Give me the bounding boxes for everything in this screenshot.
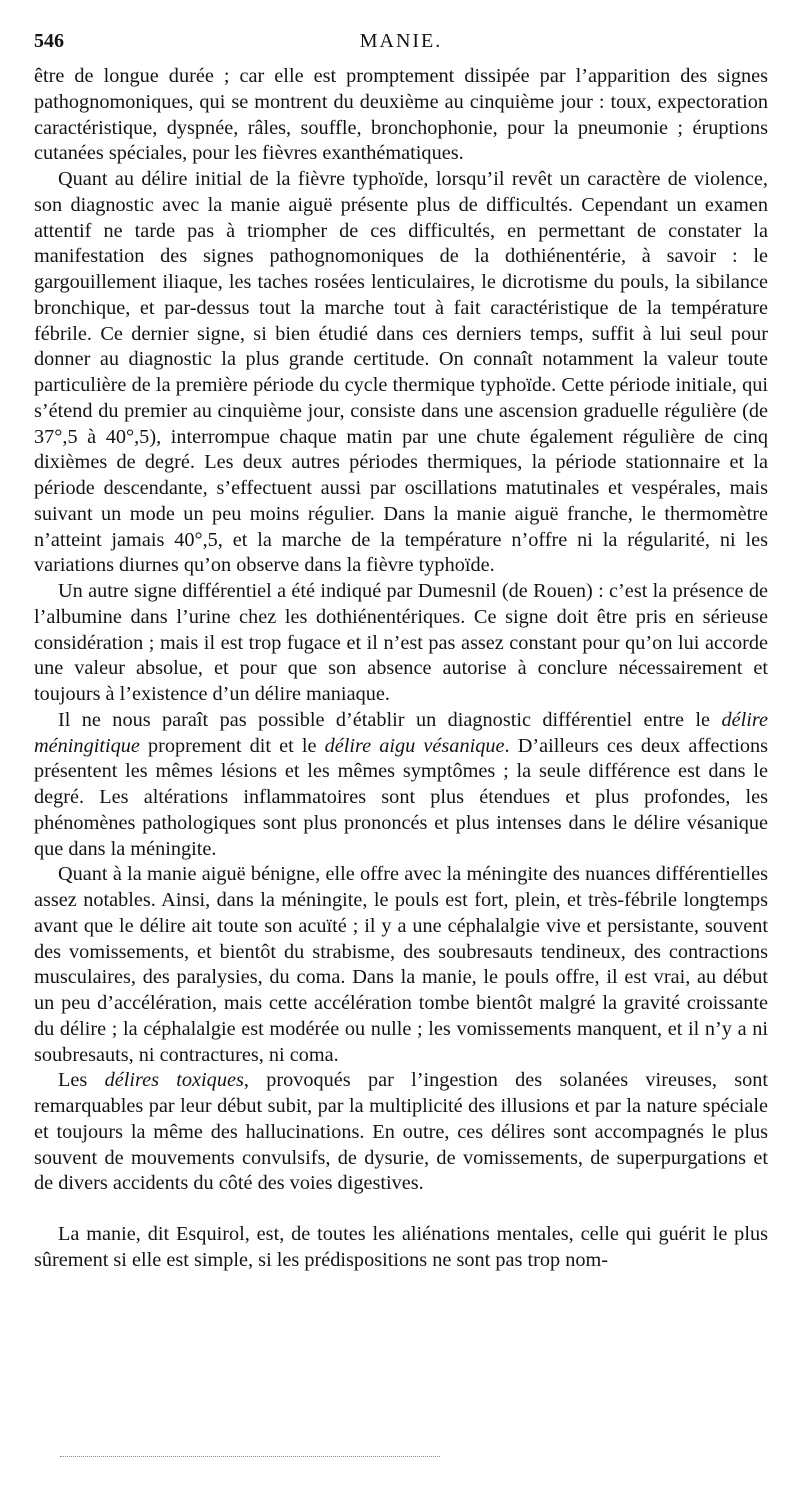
- paragraph-p6: [34, 1068, 768, 1197]
- text-run: être de longue durée ; car elle est promptement dissipée par l’apparition des signes pathognomoniques, qui se montrent du deuxième au cinquième jour : toux, expectoration caractéristique, dyspnée, râles, souffle, bronchophonie, pour la pneumonie ; éruptions cutanées spéciales, pour les fièvres exanthématiques.: [34, 65, 768, 165]
- text-run: Quant à la manie aiguë bénigne, elle offre avec la méningite des nuances différentielles assez notables. Ainsi, dans la méningite, le pouls est fort, plein, et très-fébrile longtemps avant que le délire ait toute son acuïté ; il y a une céphalalgie vive et persistante, souvent des vomissements, et bientôt du strabisme, des soubresauts tendineux, des contractions musculaires, des paralysies, du coma. Dans la manie, le pouls offre, il est vrai, au début un peu d’accélération, mais cette accélération tombe bientôt malgré la gravité croissante du délire ; la céphalalgie est modérée ou nulle ; les vomissements manquent, et il n’y a ni soubresauts, ni contractures, ni coma.: [34, 863, 768, 1066]
- page-number: 546: [34, 30, 64, 52]
- paragraph-p3: [34, 579, 768, 708]
- paragraph-p7: [34, 1222, 768, 1274]
- italic-term: délires toxiques: [104, 1069, 244, 1092]
- text-run: La manie, dit Esquirol, est, de toutes les aliénations mentales, celle qui guérit le plus sûrement si elle est simple, si les prédispositions ne sont pas trop nom-: [34, 1223, 768, 1271]
- italic-term: délire aigu vésanique: [324, 734, 505, 757]
- text-run: proprement dit et le: [139, 734, 325, 757]
- text-run: Les: [58, 1069, 105, 1092]
- paragraph-p4: [34, 708, 768, 863]
- paragraph-p5: [34, 862, 768, 1068]
- text-run: Quant au délire initial de la fièvre typhoïde, lorsqu’il revêt un caractère de violence, son diagnostic avec la manie aiguë présente plus de difficultés. Cependant un examen attentif ne tarde pas à triompher de ces difficultés, en permettant de constater la manifestation des signes pathognomoniques de la dothiénentérie, à savoir : le gargouillement iliaque, les taches rosées lenticulaires, le dicrotisme du pouls, la sibilance bronchique, et par-dessus tout la marche tout à fait caractéristique de la température fébrile. Ce dernier signe, si bien étudié dans ces derniers temps, suffit à lui seul pour donner au diagnostic la plus grande certitude. On connaît notamment la valeur toute particulière de la première période du cycle thermique typhoïde. Cette période initiale, qui s’étend du premier au cinquième jour, consiste dans une ascension graduelle régulière (de 37°,5 à 40°,5), interrompue chaque matin par une chute également régulière de cinq dixièmes de degré. Les deux autres périodes thermiques, la période stationnaire et la période descendante, s’effectuent aussi par oscillations matutinales et vespérales, mais suivant un mode un peu moins régulier. Dans la manie aiguë franche, le thermomètre n’atteint jamais 40°,5, et la marche de la température n’offre ni la régularité, ni les variations diurnes qu’on observe dans la fièvre typhoïde.: [34, 168, 768, 577]
- text-run: Un autre signe différentiel a été indiqué par Dumesnil (de Rouen) : c’est la présence de l’albumine dans l’urine chez les dothiénentériques. Ce signe doit être pris en sérieuse considération ; mais il est trop fugace et il n’est pas assez constant pour qu’on lui accorde une valeur absolue, et pour que son absence autorise à conclure nécessairement et toujours à l’existence d’un délire maniaque.: [34, 580, 768, 705]
- page-header: [34, 30, 768, 54]
- text-run: Il ne nous paraît pas possible d’établir un diagnostic différentiel entre le: [58, 708, 722, 731]
- text-run: . D’ailleurs ces deux affections présentent les mêmes lésions et les mêmes symptômes ; la seule différence est dans le degré. Les altérations inflammatoires sont plus étendues et plus profondes, les phénomènes pathologiques sont plus prononcés et plus intenses dans le délire vésanique que dans la méningite.: [34, 734, 768, 860]
- footer-dotted-rule: [60, 1456, 440, 1457]
- text-run: , provoqués par l’ingestion des solanées vireuses, sont remarquables par leur début subit, par la multiplicité des illusions et par la nature spéciale et toujours la même des hallucinations. En outre, ces délires sont accompagnés le plus souvent de mouvements convulsifs, de dysurie, de vomissements, de superpurgations et de divers accidents du côté des voies digestives.: [34, 1069, 769, 1195]
- italic-term: délire méningitique: [34, 708, 768, 757]
- paragraph-p1: [34, 64, 768, 167]
- running-head: MANIE.: [359, 30, 443, 52]
- body-text: [34, 64, 768, 1274]
- paragraph-p2: [34, 167, 768, 579]
